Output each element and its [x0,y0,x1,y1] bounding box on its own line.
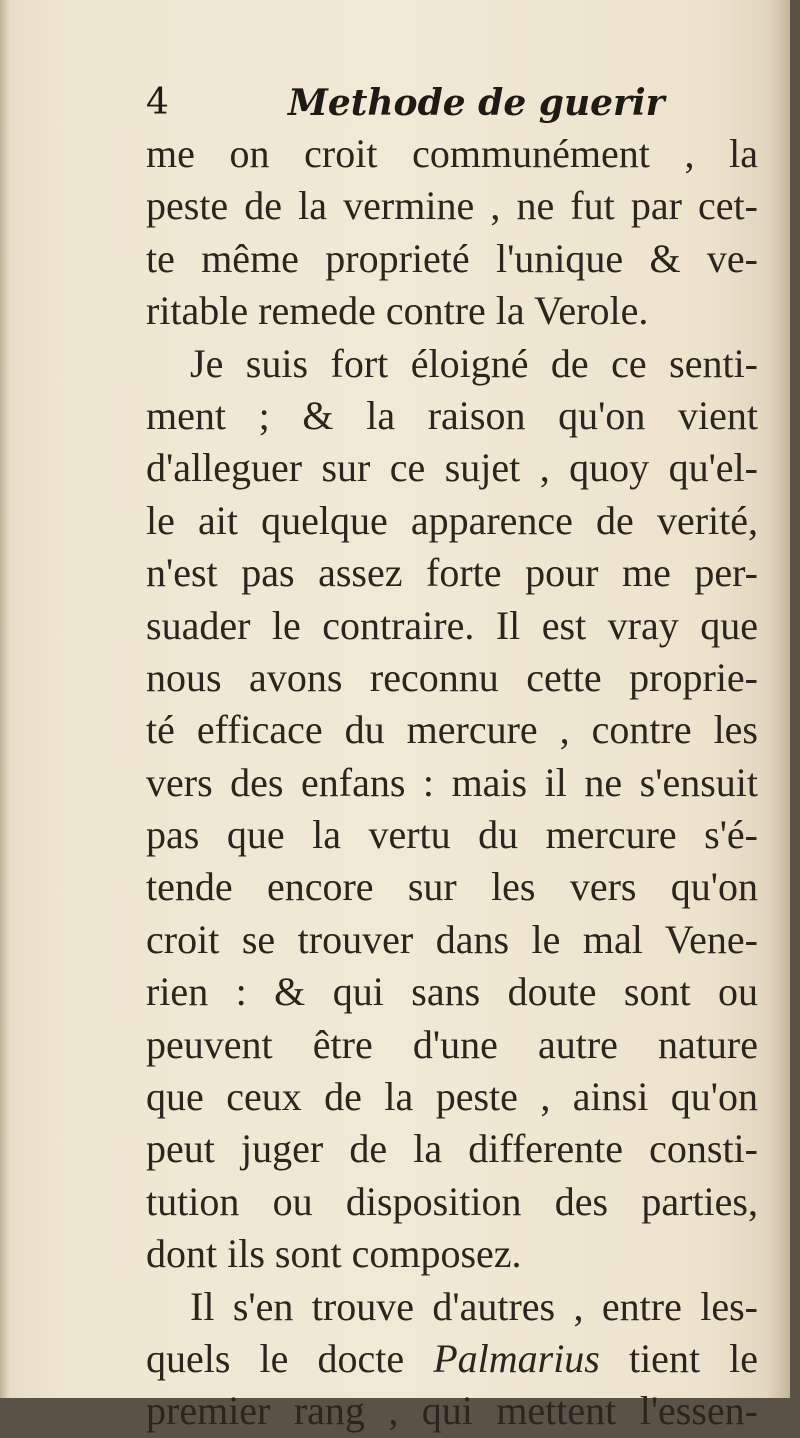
text-line: tution ou disposition des parties, [146,1178,758,1224]
text-line: suader le contraire. Il est vray que [146,602,758,648]
text-line: vers des enfans : mais il ne s'ensuit [146,759,758,805]
text-line: peuvent être d'une autre nature [146,1021,758,1067]
text-span: tient le [599,1335,759,1381]
text-line: premier rang , qui mettent l'essen- [146,1388,758,1434]
body-text [146,128,758,1438]
text-line: té efficace du mercure , contre les [146,707,758,753]
text-line: n'est pas assez forte pour me per- [146,550,758,596]
text-line: peut juger de la differente consti- [146,1126,758,1172]
text-line: ritable remede contre la Verole. [146,288,649,334]
text-line: le ait quelque apparence de verité, [146,497,758,543]
text-line-with-name [146,1333,758,1385]
text-line: pas que la vertu du mercure s'é- [146,812,758,858]
text-span: quels le docte [146,1335,434,1381]
text-line: dont ils sont composez. [146,1231,522,1277]
text-line: te même proprieté l'unique & ve- [146,235,758,281]
text-line: me on croit communément , la [146,131,758,176]
text-line: tende encore sur les vers qu'on [146,864,758,910]
text-line: Je suis fort éloigné de ce senti- [190,340,758,386]
text-line: peste de la vermine , ne fut par cet- [146,183,758,229]
text-line: que ceux de la peste , ainsi qu'on [146,1074,758,1120]
text-line: Il s'en trouve d'autres , entre les- [190,1283,758,1329]
author-name-palmarius: Palmarius [433,1335,600,1381]
running-title: Methode de guerir [288,82,665,124]
text-line: croit se trouver dans le mal Vene- [146,916,758,962]
running-header [140,82,760,132]
text-line: nous avons reconnu cette proprie- [146,654,758,700]
page-gutter-shadow [0,0,10,1398]
text-line: ment ; & la raison qu'on vient [146,392,758,438]
text-line: d'alleguer sur ce sujet , quoy qu'el- [146,445,758,491]
page-number: 4 [146,82,169,123]
text-line: rien : & qui sans doute sont ou [146,969,758,1015]
